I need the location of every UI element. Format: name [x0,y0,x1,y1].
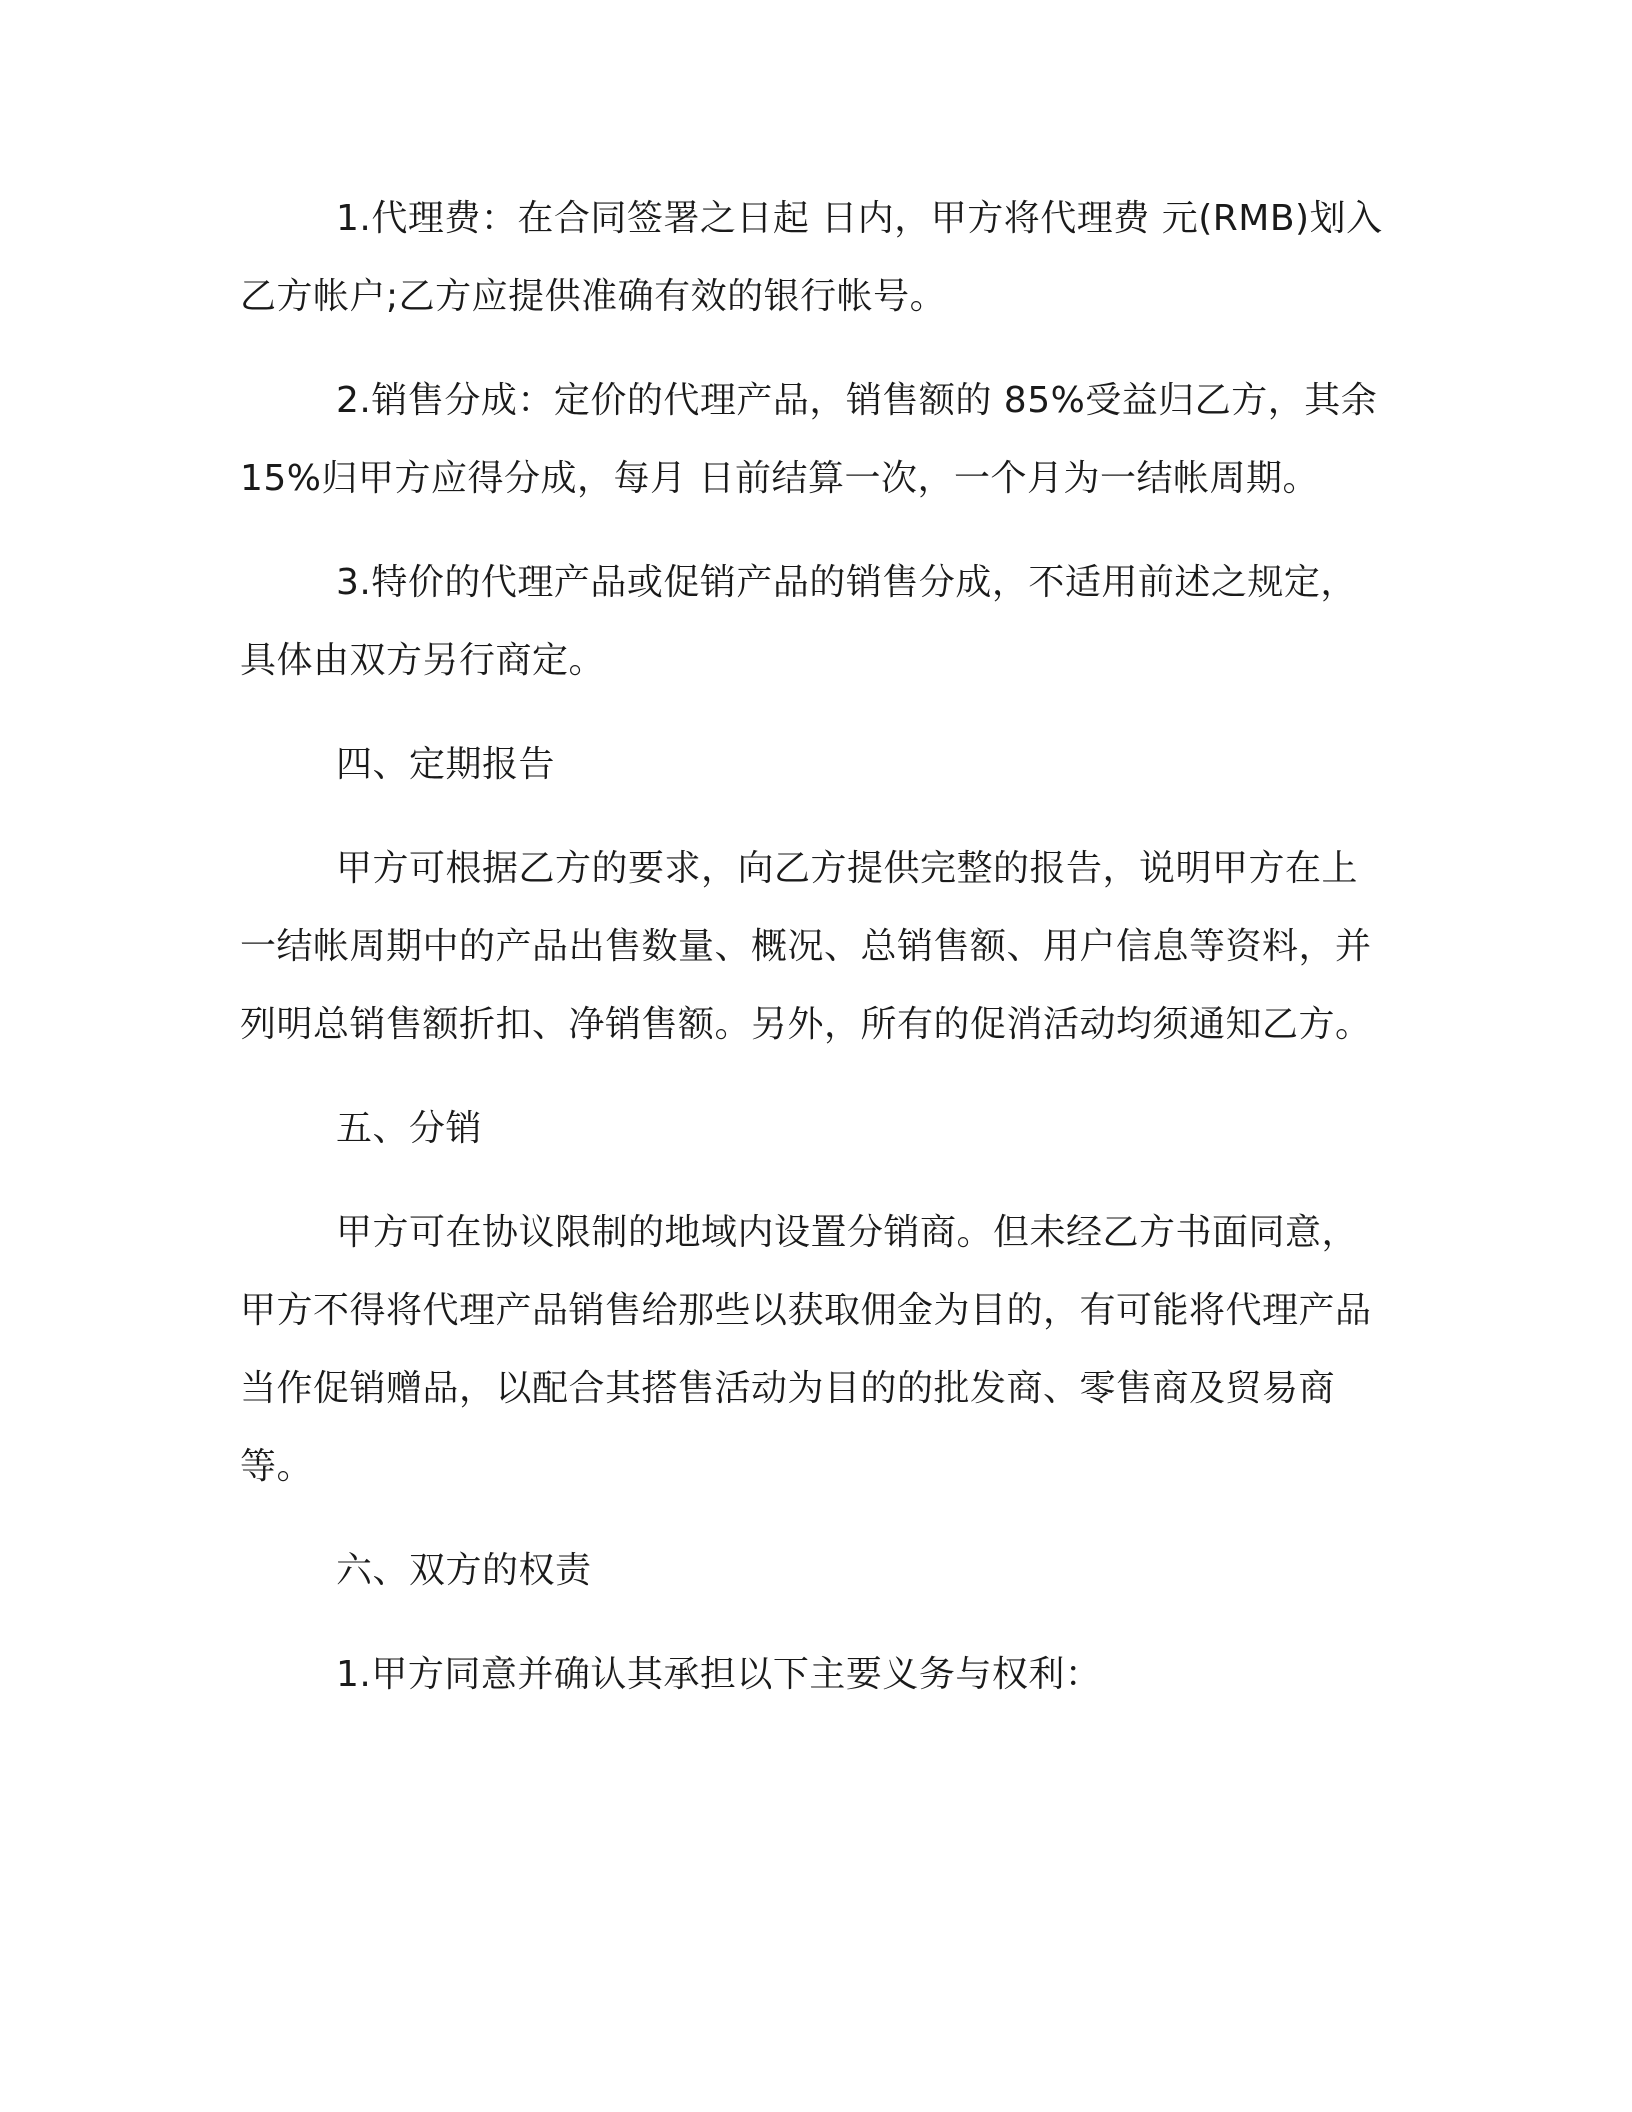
section-heading-reports: 四、定期报告 [336,744,556,785]
clause-reports: 甲方可根据乙方的要求，向乙方提供完整的报告，说明甲方在上一结帐周期中的产品出售数量、概况、总销售额、用户信息等资料，并列明总销售额折扣、净销售额。另外，所有的促消活动均须通知乙方。 [240,848,1372,1045]
section-heading-rights: 六、双方的权责 [336,1550,592,1591]
clause-special-price: 3.特价的代理产品或促销产品的销售分成，不适用前述之规定，具体由双方另行商定。 [240,562,1357,681]
document-body [240,180,1390,1740]
clause-party-a-obligations: 1.甲方同意并确认其承担以下主要义务与权利： [336,1654,1102,1695]
clause-distribution: 甲方可在协议限制的地域内设置分销商。但未经乙方书面同意，甲方不得将代理产品销售给那些以获取佣金为目的，有可能将代理产品当作促销赠品，以配合其搭售活动为目的的批发商、零售商及贸易商等。 [240,1212,1372,1487]
clause-sales-share: 2.销售分成：定价的代理产品，销售额的 85%受益归乙方，其余15%归甲方应得分成，每月 日前结算一次，一个月为一结帐周期。 [240,380,1378,499]
clause-agency-fee: 1.代理费：在合同签署之日起 日内，甲方将代理费 元(RMB)划入乙方帐户;乙方应提供准确有效的银行帐号。 [240,198,1383,317]
section-heading-distribution: 五、分销 [336,1108,483,1149]
